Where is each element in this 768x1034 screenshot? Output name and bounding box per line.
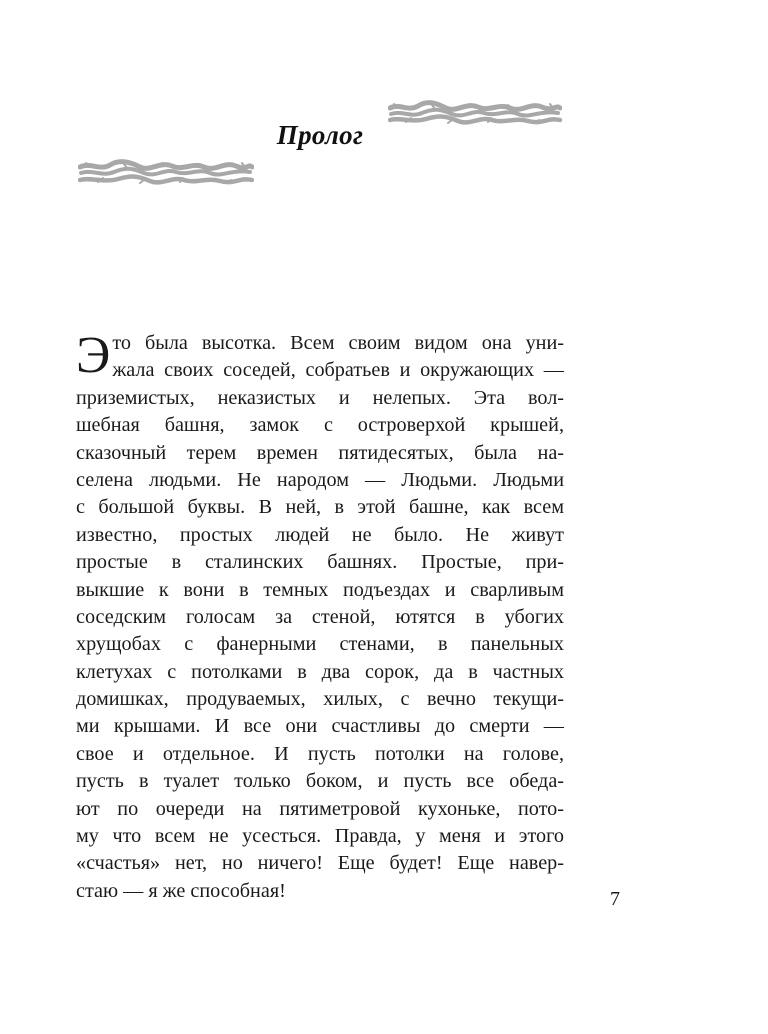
text-line: селена людьми. Не народом — Людьми. Людьми: [76, 468, 564, 491]
text-line: пусть в туалет только боком, и пусть все обеда-: [76, 770, 564, 793]
text-line: му что всем не усесться. Правда, у меня и этого: [76, 825, 564, 848]
scribble-divider-icon: [78, 158, 254, 188]
text-line: ми крышами. И все они счастливы до смерти —: [76, 715, 564, 738]
text-line: «счастья» нет, но ничего! Еще будет! Еще навер-: [76, 852, 564, 875]
text-line: стаю — я же способная!: [76, 879, 286, 902]
chapter-title: Пролог: [276, 120, 364, 150]
text-line: домишках, продуваемых, хилых, с вечно текущи-: [76, 688, 564, 711]
page-number: 7: [610, 888, 620, 910]
text-line: жала своих соседей, собратьев и окружающих —: [112, 359, 564, 382]
text-line: ют по очереди на пятиметровой кухоньке, пото-: [76, 797, 564, 820]
prologue-text: [76, 327, 564, 905]
drop-cap: Э: [76, 327, 111, 384]
text-line: клетухах с потолками в два сорок, да в частных: [76, 660, 564, 683]
text-line: то была высотка. Всем своим видом она уни-: [112, 332, 564, 354]
text-line: хрущобах с фанерными стенами, в панельных: [76, 633, 564, 656]
text-line: сказочный терем времен пятидесятых, была на-: [76, 441, 564, 464]
text-line: свое и отдельное. И пусть потолки на голове,: [76, 742, 564, 765]
text-line: с большой буквы. В ней, в этой башне, как всем: [76, 496, 564, 519]
text-line: соседским голосам за стеной, ютятся в убогих: [76, 605, 564, 628]
text-line: выкшие к вони в темных подъездах и сварливым: [76, 578, 564, 601]
text-line: шебная башня, замок с островерхой крышей,: [76, 414, 564, 437]
text-line: простые в сталинских башнях. Простые, при-: [76, 551, 564, 574]
text-line: приземистых, неказистых и нелепых. Эта вол-: [76, 386, 564, 409]
text-line: известно, простых людей не было. Не живут: [76, 523, 564, 546]
